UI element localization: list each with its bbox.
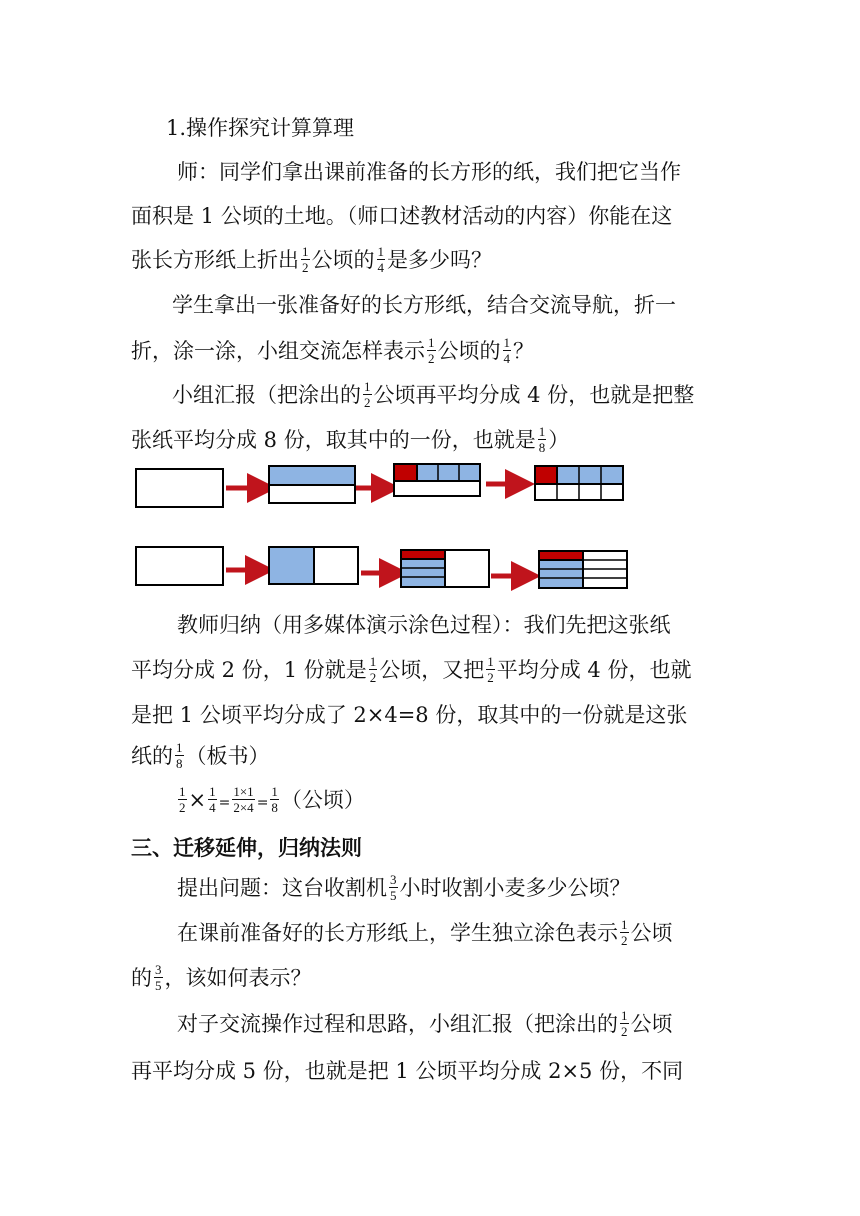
paragraph-line: 提出问题：这台收割机 $\frac{3}{5}$ 小时收割小麦多少公顷？ bbox=[177, 872, 631, 903]
paragraph-line: 的 $\frac{3}{5}$ ，该如何表示？ bbox=[131, 962, 312, 993]
fraction-eighth: $\frac{1}{8}$ bbox=[176, 740, 183, 771]
formula: $\frac{1}{2}$ × $\frac{1}{4}$ = $\frac{1\times 1}{2\times 4}$ = $\frac{1}{8}$ （公顷） bbox=[179, 784, 365, 815]
fraction-half: $\frac{1}{2}$ bbox=[302, 244, 309, 275]
paragraph-line: 平均分成 2 份，1 份就是 $\frac{1}{2}$ 公顷，又把 $\frac{1}{2}$ 平均分成 4 份，也就 bbox=[131, 654, 692, 685]
fraction-eighth: $\frac{1}{8}$ bbox=[271, 784, 278, 815]
paragraph-line: 张纸平均分成 8 份，取其中的一份，也就是 $\frac{1}{8}$ ） bbox=[131, 424, 570, 455]
paper-eighths-vertical bbox=[539, 551, 627, 588]
paragraph-line: 在课前准备好的长方形纸上，学生独立涂色表示 $\frac{1}{2}$ 公顷 bbox=[177, 917, 673, 948]
fraction-half: $\frac{1}{2}$ bbox=[428, 335, 435, 366]
paper-half-quartered bbox=[394, 464, 480, 496]
fraction-quarter: $\frac{1}{4}$ bbox=[377, 244, 384, 275]
section-heading: 三、迁移延伸，归纳法则 bbox=[131, 836, 362, 860]
paragraph-line: 是把 1 公顷平均分成了 2×4=8 份，取其中的一份就是这张 bbox=[131, 703, 688, 727]
section-heading: 1.操作探究计算算理 bbox=[166, 116, 355, 140]
paper-eighths bbox=[535, 466, 623, 500]
paragraph-line: 对子交流操作过程和思路，小组汇报（把涂出的 $\frac{1}{2}$ 公顷 bbox=[177, 1008, 673, 1039]
paragraph-line: 小组汇报（把涂出的 $\frac{1}{2}$ 公顷再平均分成 4 份，也就是把整 bbox=[172, 379, 695, 410]
paragraph-line: 折，涂一涂，小组交流怎样表示 $\frac{1}{2}$ 公顷的 $\frac{1}{4}$ ？ bbox=[131, 335, 534, 366]
fraction-product: $\frac{1\times 1}{2\times 4}$ bbox=[233, 784, 254, 815]
fraction-half: $\frac{1}{2}$ bbox=[621, 917, 628, 948]
paper-half-horizontal bbox=[269, 466, 355, 503]
fraction-half: $\frac{1}{2}$ bbox=[621, 1008, 628, 1039]
fraction-three-fifths: $\frac{3}{5}$ bbox=[390, 872, 397, 903]
fraction-half: $\frac{1}{2}$ bbox=[179, 784, 186, 815]
paragraph-line: 教师归纳（用多媒体演示涂色过程）：我们先把这张纸 bbox=[177, 613, 671, 637]
paper-whole bbox=[136, 469, 223, 507]
paper-half-quartered-vertical bbox=[401, 550, 489, 587]
paragraph-line: 学生拿出一张准备好的长方形纸，结合交流导航，折一 bbox=[172, 293, 676, 317]
fraction-quarter: $\frac{1}{4}$ bbox=[209, 784, 216, 815]
fraction-quarter: $\frac{1}{4}$ bbox=[503, 335, 510, 366]
paper-half-vertical bbox=[269, 547, 358, 584]
paragraph-line: 面积是 1 公顷的土地。（师口述教材活动的内容）你能在这 bbox=[131, 204, 673, 228]
paragraph-line: 张长方形纸上折出 $\frac{1}{2}$ 公顷的 $\frac{1}{4}$ 是多少吗？ bbox=[131, 244, 492, 275]
fraction-three-fifths: $\frac{3}{5}$ bbox=[155, 962, 162, 993]
fraction-eighth: $\frac{1}{8}$ bbox=[538, 424, 546, 455]
paragraph-line: 师：同学们拿出课前准备的长方形的纸，我们把它当作 bbox=[177, 160, 681, 184]
paragraph-line: 纸的 $\frac{1}{8}$ （板书） bbox=[131, 740, 270, 771]
fraction-half: $\frac{1}{2}$ bbox=[369, 654, 377, 685]
paper-whole bbox=[136, 547, 223, 585]
paragraph-line: 再平均分成 5 份，也就是把 1 公顷平均分成 2×5 份，不同 bbox=[131, 1059, 684, 1083]
fraction-half: $\frac{1}{2}$ bbox=[487, 654, 494, 685]
fraction-half: $\frac{1}{2}$ bbox=[364, 379, 371, 410]
